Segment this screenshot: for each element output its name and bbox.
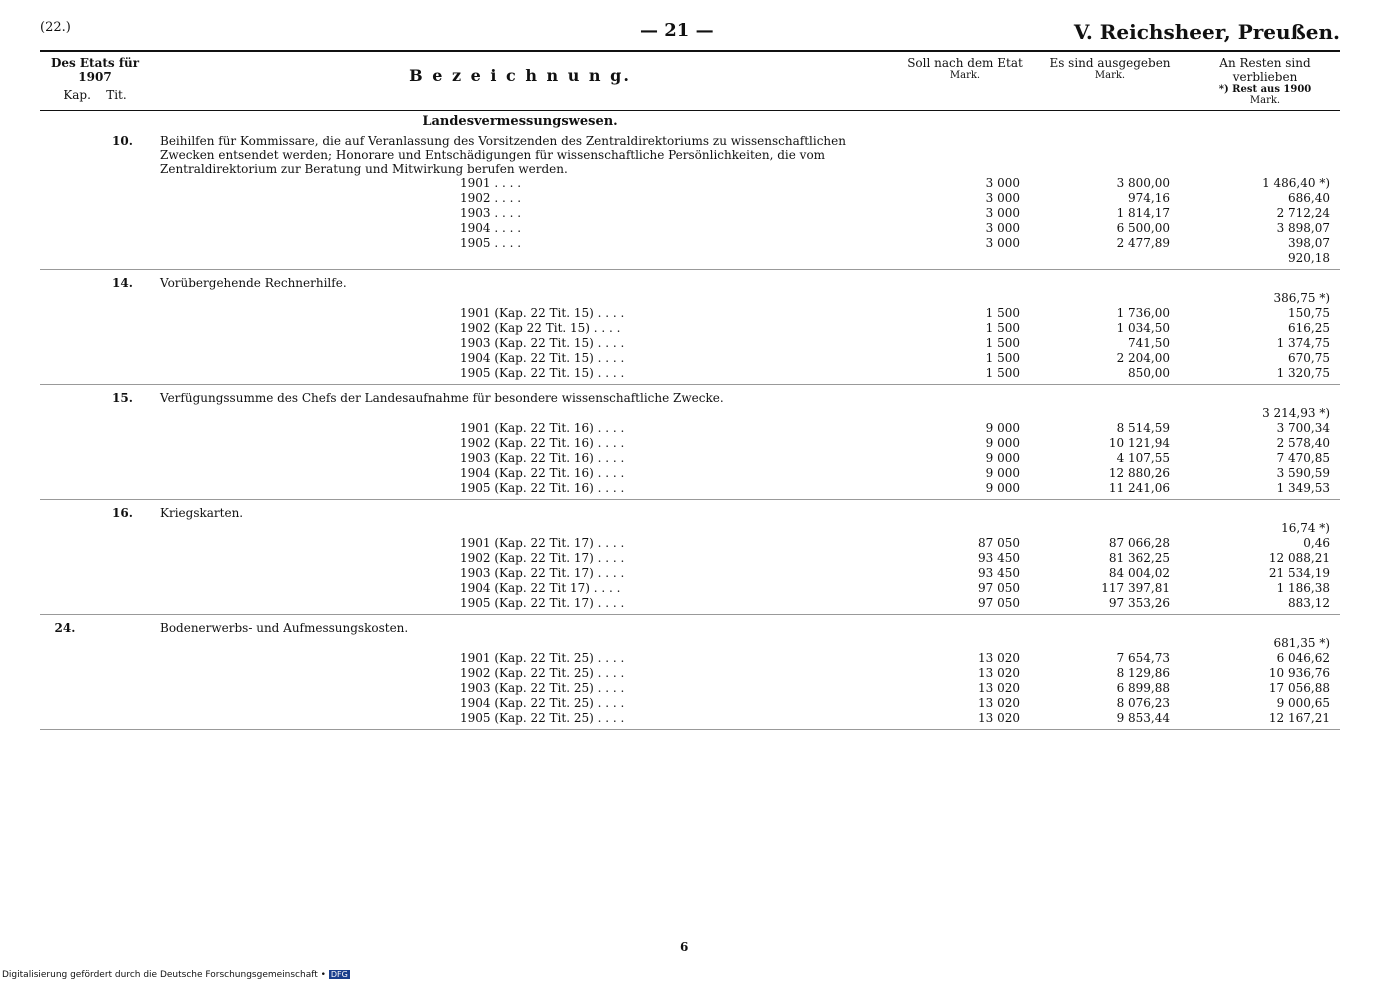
year-label: 1904 (Kap. 22 Tit 17) . . . . <box>460 581 621 595</box>
year-label: 1903 (Kap. 22 Tit. 25) . . . . <box>460 681 625 695</box>
soll-value: 1 500 <box>985 336 1020 350</box>
ausgegeben-value: 11 241,06 <box>1108 481 1170 495</box>
reste-header <box>1190 56 1340 106</box>
kap-label: Kap. <box>63 88 91 102</box>
rest-value: 386,75 *) <box>1273 291 1330 305</box>
ausgegeben-value: 12 880,26 <box>1108 466 1170 480</box>
soll-value: 3 000 <box>985 221 1020 235</box>
soll-value: 13 020 <box>978 696 1020 710</box>
rest-value: 616,25 <box>1288 321 1330 335</box>
table-row <box>40 134 1340 270</box>
year-line <box>40 711 1340 726</box>
year-line <box>40 596 1340 611</box>
soll-value: 13 020 <box>978 681 1020 695</box>
ausgegeben-value: 117 397,81 <box>1101 581 1170 595</box>
row-tit: 14. <box>112 276 133 290</box>
rest-value: 16,74 *) <box>1281 521 1330 535</box>
row-tit: 16. <box>112 506 133 520</box>
ausgegeben-mark: Mark. <box>1094 70 1126 81</box>
year-line <box>40 191 1340 206</box>
table-row <box>40 391 1340 500</box>
ausgegeben-value: 9 853,44 <box>1116 711 1170 725</box>
soll-value: 93 450 <box>978 551 1020 565</box>
table-row <box>40 621 1340 730</box>
rest-value: 1 186,38 <box>1276 581 1330 595</box>
reste-note: *) Rest aus 1900 <box>1218 84 1312 95</box>
rest-value: 920,18 <box>1288 251 1330 265</box>
year-label: 1902 (Kap. 22 Tit. 17) . . . . <box>460 551 625 565</box>
rest-value: 150,75 <box>1288 306 1330 320</box>
ausgegeben-value: 1 736,00 <box>1116 306 1170 320</box>
ausgegeben-value: 3 800,00 <box>1116 176 1170 190</box>
rest-value: 9 000,65 <box>1276 696 1330 710</box>
section-title: Landesvermessungswesen. <box>422 114 618 129</box>
soll-mark: Mark. <box>949 70 981 81</box>
year-label: 1904 (Kap. 22 Tit. 25) . . . . <box>460 696 625 710</box>
year-label: 1901 . . . . <box>460 176 522 190</box>
etat-header <box>40 56 150 102</box>
soll-value: 93 450 <box>978 566 1020 580</box>
year-label: 1901 (Kap. 22 Tit. 25) . . . . <box>460 651 625 665</box>
rest-value: 10 936,76 <box>1268 666 1330 680</box>
year-label: 1903 (Kap. 22 Tit. 17) . . . . <box>460 566 625 580</box>
ausgegeben-value: 10 121,94 <box>1108 436 1170 450</box>
soll-value: 9 000 <box>985 481 1020 495</box>
rest-value: 3 214,93 *) <box>1262 406 1330 420</box>
year-label: 1902 (Kap. 22 Tit. 16) . . . . <box>460 436 625 450</box>
rest-value: 398,07 <box>1288 236 1330 250</box>
year-line <box>40 336 1340 351</box>
year-line <box>40 566 1340 581</box>
soll-value: 9 000 <box>985 421 1020 435</box>
rest-value: 883,12 <box>1288 596 1330 610</box>
ausgegeben-value: 4 107,55 <box>1116 451 1170 465</box>
year-label: 1901 (Kap. 22 Tit. 15) . . . . <box>460 306 625 320</box>
row-tit: 10. <box>112 134 133 148</box>
soll-header <box>900 56 1030 81</box>
ausgegeben-value: 6 500,00 <box>1116 221 1170 235</box>
year-line <box>40 236 1340 251</box>
soll-value: 13 020 <box>978 651 1020 665</box>
table-row <box>40 506 1340 615</box>
rest-value: 686,40 <box>1288 191 1330 205</box>
year-label: 1904 (Kap. 22 Tit. 16) . . . . <box>460 466 625 480</box>
row-kap: 24. <box>54 621 76 635</box>
page-number: — 21 — <box>640 20 714 41</box>
rest-value: 6 046,62 <box>1276 651 1330 665</box>
ausgegeben-value: 2 477,89 <box>1116 236 1170 250</box>
year-line <box>40 251 1340 266</box>
row-divider <box>40 729 1340 730</box>
ausgegeben-label: Es sind ausgegeben <box>1049 56 1171 70</box>
header-row <box>40 56 1340 108</box>
rest-value: 12 167,21 <box>1268 711 1330 725</box>
ausgegeben-value: 2 204,00 <box>1116 351 1170 365</box>
year-line <box>40 221 1340 236</box>
soll-value: 1 500 <box>985 306 1020 320</box>
row-description: Beihilfen für Kommissare, die auf Veranlassung des Vorsitzenden des Zentraldirektoriums zu wissenschaftlichen Zwecken entsendet werden; Honorare und Entschädigungen für wissenschaftliche Persönlichkeiten, die vom Zentraldirektorium zur Beratung und Mitwirkung berufen werden. <box>160 134 846 176</box>
soll-value: 3 000 <box>985 236 1020 250</box>
row-description: Vorübergehende Rechnerhilfe. <box>160 276 347 290</box>
rest-value: 2 712,24 <box>1276 206 1330 220</box>
soll-value: 1 500 <box>985 351 1020 365</box>
tit-label: Tit. <box>106 88 127 102</box>
digitization-note <box>2 970 350 980</box>
year-line <box>40 451 1340 466</box>
bezeichnung-header: B e z e i c h n u n g. <box>409 66 631 85</box>
year-label: 1901 (Kap. 22 Tit. 16) . . . . <box>460 421 625 435</box>
ausgegeben-value: 8 514,59 <box>1116 421 1170 435</box>
digitization-text: Digitalisierung gefördert durch die Deutsche Forschungsgemeinschaft • <box>2 970 326 980</box>
year-line <box>40 481 1340 496</box>
soll-value: 3 000 <box>985 191 1020 205</box>
ausgegeben-value: 87 066,28 <box>1108 536 1170 550</box>
year-label: 1903 (Kap. 22 Tit. 15) . . . . <box>460 336 625 350</box>
year-label: 1905 (Kap. 22 Tit. 15) . . . . <box>460 366 625 380</box>
soll-value: 1 500 <box>985 321 1020 335</box>
year-label: 1903 (Kap. 22 Tit. 16) . . . . <box>460 451 625 465</box>
row-description: Verfügungssumme des Chefs der Landesaufnahme für besondere wissenschaftliche Zwecke. <box>160 391 724 405</box>
ausgegeben-value: 1 034,50 <box>1116 321 1170 335</box>
rest-value: 1 374,75 <box>1276 336 1330 350</box>
soll-value: 9 000 <box>985 436 1020 450</box>
row-divider <box>40 269 1340 270</box>
year-line <box>40 406 1340 421</box>
header-rule <box>40 50 1340 52</box>
rest-value: 21 534,19 <box>1268 566 1330 580</box>
soll-value: 1 500 <box>985 366 1020 380</box>
rest-value: 12 088,21 <box>1268 551 1330 565</box>
year-label: 1903 . . . . <box>460 206 522 220</box>
year-line <box>40 291 1340 306</box>
table-title: V. Reichsheer, Preußen. <box>1073 20 1340 44</box>
year-line <box>40 321 1340 336</box>
rest-value: 0,46 <box>1303 536 1330 550</box>
ausgegeben-value: 974,16 <box>1128 191 1170 205</box>
ausgegeben-value: 6 899,88 <box>1116 681 1170 695</box>
kap-tit-labels <box>40 88 150 102</box>
soll-value: 13 020 <box>978 711 1020 725</box>
year-line <box>40 176 1340 191</box>
dfg-logo: DFG <box>330 970 348 979</box>
year-label: 1904 . . . . <box>460 221 522 235</box>
soll-value: 97 050 <box>978 581 1020 595</box>
year-line <box>40 651 1340 666</box>
row-divider <box>40 614 1340 615</box>
year-line <box>40 581 1340 596</box>
ausgegeben-value: 7 654,73 <box>1116 651 1170 665</box>
rest-value: 3 700,34 <box>1276 421 1330 435</box>
ausgegeben-value: 8 129,86 <box>1116 666 1170 680</box>
table-row <box>40 276 1340 385</box>
year-line <box>40 681 1340 696</box>
ausgegeben-value: 741,50 <box>1128 336 1170 350</box>
footer-signature: 6 <box>680 940 689 954</box>
reste-mark: Mark. <box>1249 95 1281 106</box>
soll-value: 9 000 <box>985 451 1020 465</box>
year-label: 1904 (Kap. 22 Tit. 15) . . . . <box>460 351 625 365</box>
year-label: 1905 (Kap. 22 Tit. 16) . . . . <box>460 481 625 495</box>
rest-value: 17 056,88 <box>1268 681 1330 695</box>
reste-label: An Resten sind verblieben <box>1219 56 1311 84</box>
soll-value: 3 000 <box>985 206 1020 220</box>
rest-value: 1 349,53 <box>1276 481 1330 495</box>
soll-value: 13 020 <box>978 666 1020 680</box>
year-line <box>40 366 1340 381</box>
year-label: 1905 . . . . <box>460 236 522 250</box>
ausgegeben-value: 850,00 <box>1128 366 1170 380</box>
soll-label: Soll nach dem Etat <box>907 56 1023 70</box>
table-body <box>40 134 1340 934</box>
year-line <box>40 521 1340 536</box>
rest-value: 3 898,07 <box>1276 221 1330 235</box>
ausgegeben-value: 97 353,26 <box>1108 596 1170 610</box>
row-divider <box>40 384 1340 385</box>
year-label: 1905 (Kap. 22 Tit. 17) . . . . <box>460 596 625 610</box>
etat-label: Des Etats für 1907 <box>50 56 140 84</box>
year-label: 1902 (Kap. 22 Tit. 25) . . . . <box>460 666 625 680</box>
year-label: 1902 . . . . <box>460 191 522 205</box>
rest-value: 3 590,59 <box>1276 466 1330 480</box>
soll-value: 9 000 <box>985 466 1020 480</box>
year-line <box>40 636 1340 651</box>
year-line <box>40 351 1340 366</box>
rest-value: 1 486,40 *) <box>1262 176 1330 190</box>
soll-value: 87 050 <box>978 536 1020 550</box>
row-divider <box>40 499 1340 500</box>
ausgegeben-header <box>1040 56 1180 81</box>
page-marker: (22.) <box>40 20 71 35</box>
budget-table <box>40 20 1340 960</box>
rest-value: 1 320,75 <box>1276 366 1330 380</box>
rest-value: 681,35 *) <box>1273 636 1330 650</box>
rest-value: 7 470,85 <box>1276 451 1330 465</box>
year-line <box>40 206 1340 221</box>
year-line <box>40 696 1340 711</box>
year-label: 1905 (Kap. 22 Tit. 25) . . . . <box>460 711 625 725</box>
ausgegeben-value: 8 076,23 <box>1116 696 1170 710</box>
year-label: 1901 (Kap. 22 Tit. 17) . . . . <box>460 536 625 550</box>
ausgegeben-value: 81 362,25 <box>1108 551 1170 565</box>
year-line <box>40 551 1340 566</box>
rest-value: 670,75 <box>1288 351 1330 365</box>
soll-value: 3 000 <box>985 176 1020 190</box>
ausgegeben-value: 84 004,02 <box>1108 566 1170 580</box>
rest-value: 2 578,40 <box>1276 436 1330 450</box>
row-description: Kriegskarten. <box>160 506 244 520</box>
year-line <box>40 536 1340 551</box>
header-bottom-rule <box>40 110 1340 111</box>
row-description: Bodenerwerbs- und Aufmessungskosten. <box>160 621 409 635</box>
year-line <box>40 666 1340 681</box>
row-tit: 15. <box>112 391 133 405</box>
ausgegeben-value: 1 814,17 <box>1116 206 1170 220</box>
soll-value: 97 050 <box>978 596 1020 610</box>
year-line <box>40 306 1340 321</box>
year-line <box>40 466 1340 481</box>
year-line <box>40 436 1340 451</box>
year-label: 1902 (Kap 22 Tit. 15) . . . . <box>460 321 621 335</box>
year-line <box>40 421 1340 436</box>
